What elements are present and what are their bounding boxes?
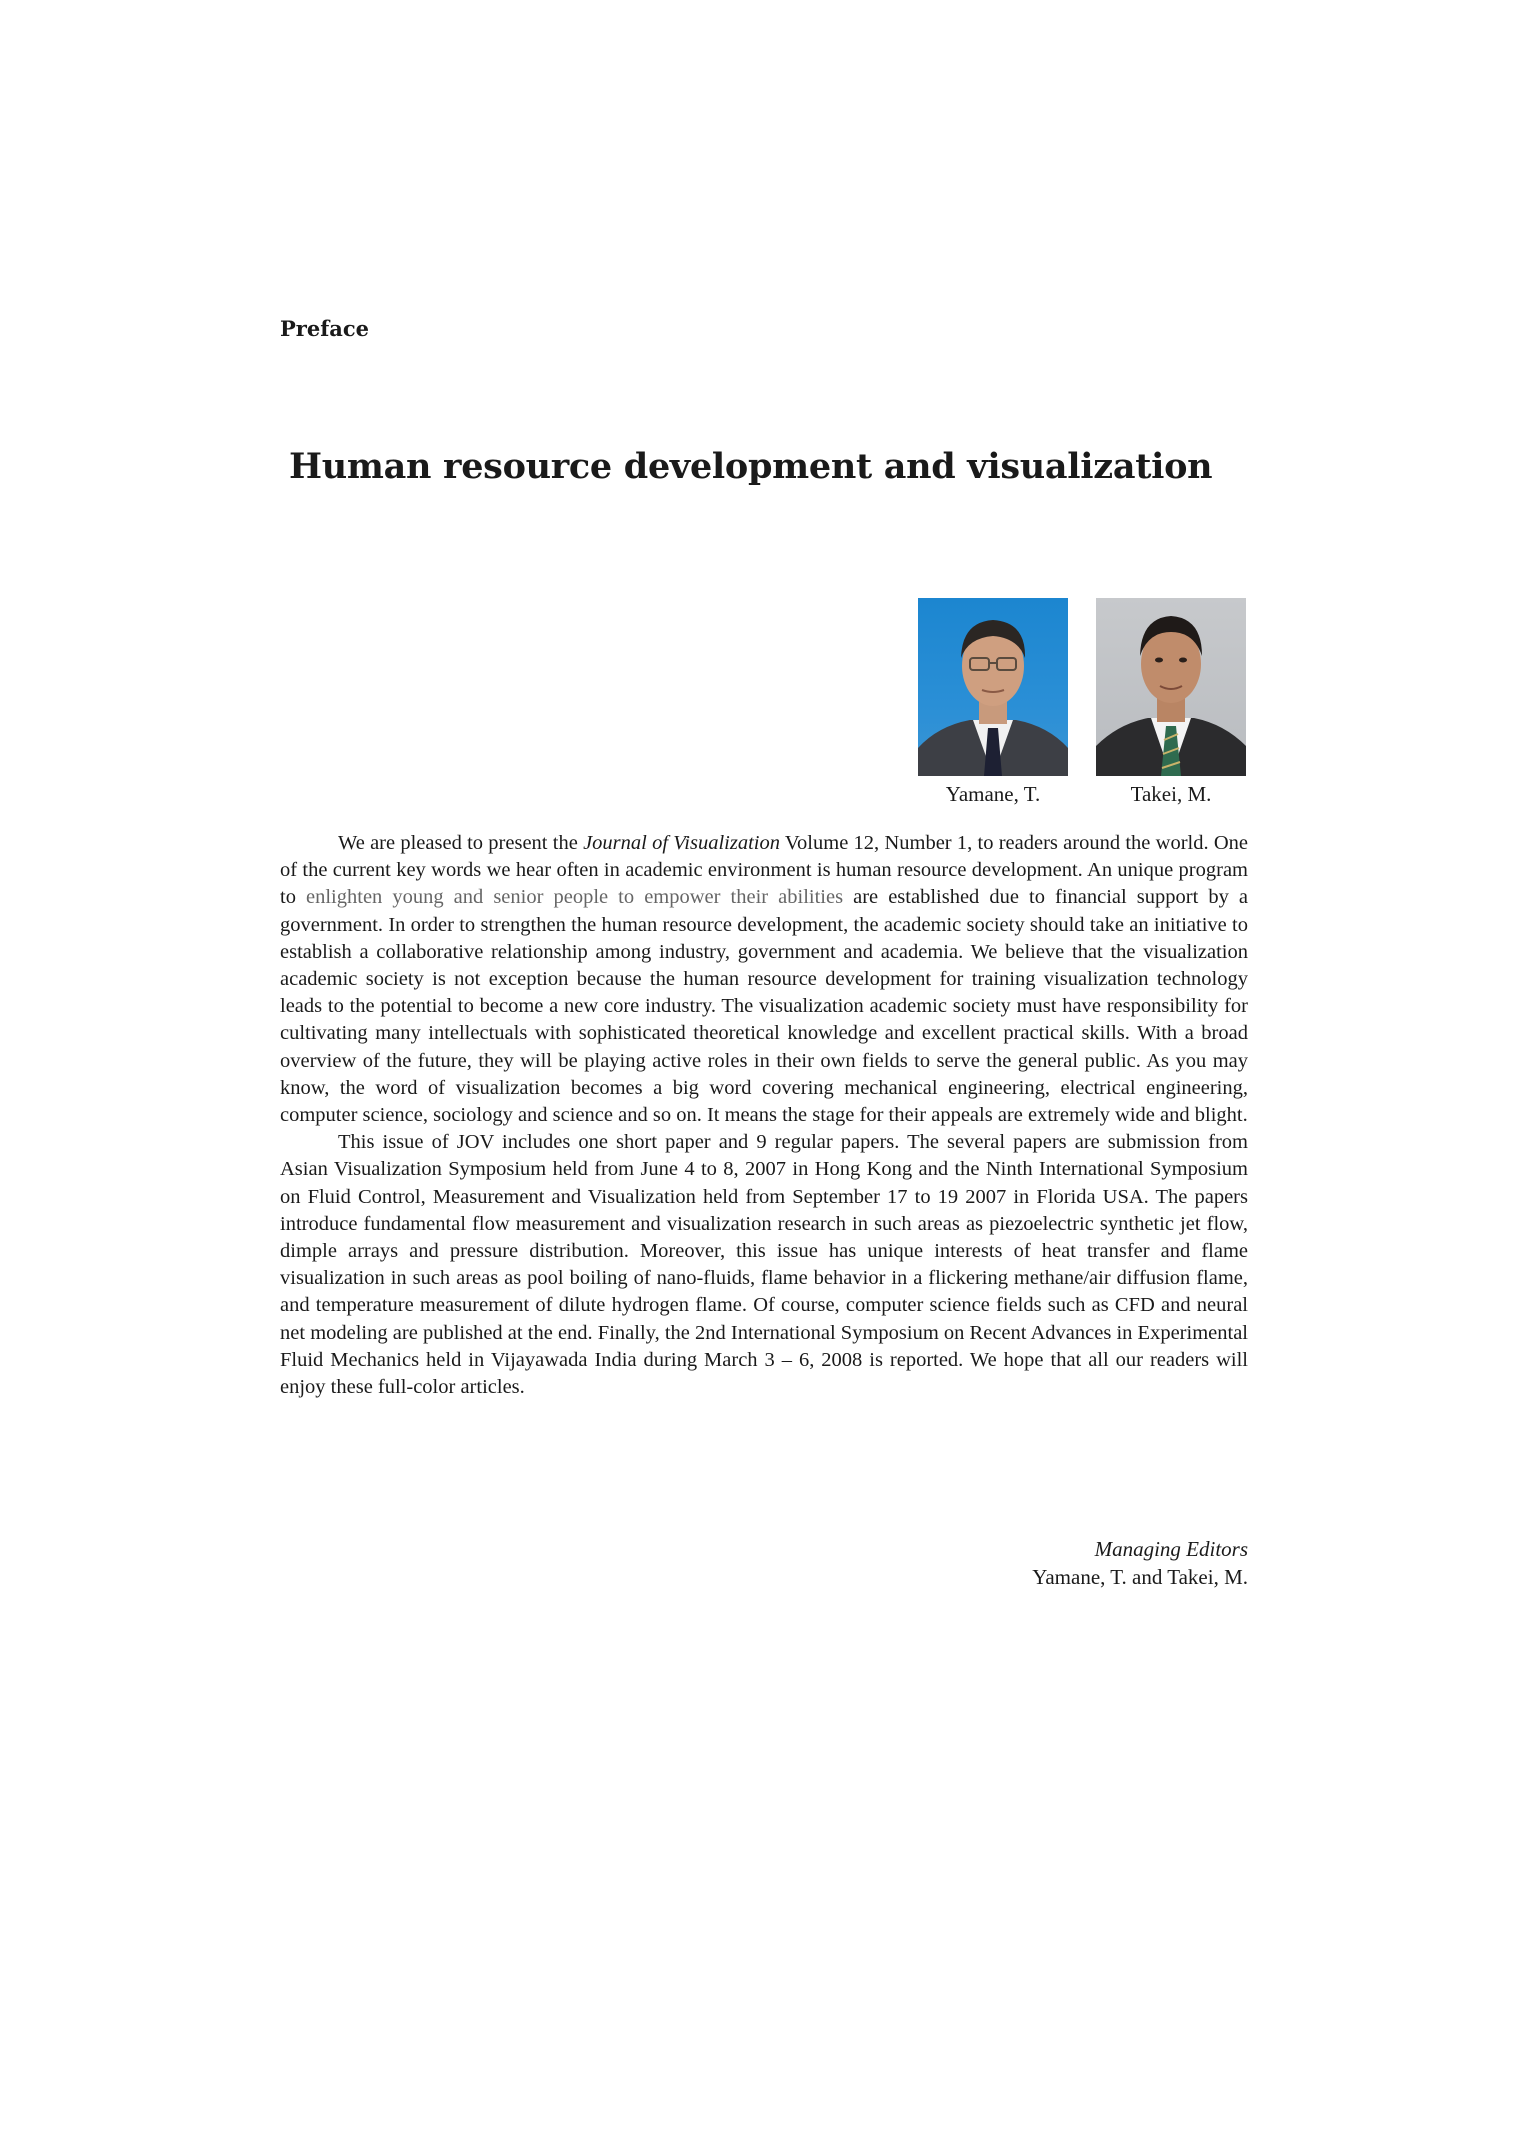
editor-caption: Yamane, T.	[945, 782, 1041, 806]
paragraph-1-text: Volume 12, Number 1, to readers around the world. One of the current key words we hear often in academic environment is human resource development. An unique program to	[280, 832, 1249, 909]
editor-portrait-takei	[1096, 598, 1246, 807]
preface-body	[280, 830, 1248, 1401]
editor-caption: Takei, M.	[1130, 782, 1212, 806]
article-title: Human resource development and visualization	[289, 446, 1213, 487]
signature-block	[1032, 1535, 1248, 1591]
signature-role: Managing Editors	[1094, 1537, 1248, 1561]
section-label: Preface	[280, 316, 370, 341]
journal-name: Journal of Visualization	[583, 832, 780, 854]
paragraph-2: This issue of JOV includes one short paper and 9 regular papers. The several papers are submission from Asian Visualization Symposium held from June 4 to 8, 2007 in Hong Kong and the Ninth International Symposium on Fluid Control, Measurement and Visualization held from September 17 to 19 2007 in Florida USA. The papers introduce fundamental flow measurement and visualization research in such areas as piezoelectric synthetic jet flow, dimple arrays and pressure distribution. Moreover, this issue has unique interests of heat transfer and flame visualization in such areas as pool boiling of nano-fluids, flame behavior in a flickering methane/air diffusion flame, and temperature measurement of dilute hydrogen flame. Of course, computer science fields such as CFD and neural net modeling are published at the end. Finally, the 2nd International Symposium on Recent Advances in Experimental Fluid Mechanics held in Vijayawada India during March 3 – 6, 2008 is reported. We hope that all our readers will enjoy these full-color articles.	[280, 1131, 1248, 1399]
signature-names: Yamane, T. and Takei, M.	[1032, 1565, 1248, 1589]
paragraph-1-intro: We are pleased to present the	[338, 832, 584, 854]
editor-photo	[1096, 598, 1246, 776]
paragraph-1-rest: are established due to financial support by a government. In order to strengthen the human resource development, the academic society should take an initiative to establish a collaborative relationship among industry, government and academia. We believe that the visualization academic society is not exception because the human resource development for training visualization technology leads to the potential to become a new core industry. The visualization academic society must have responsibility for cultivating many intellectuals with sophisticated theoretical knowledge and excellent practical skills. With a broad overview of the future, they will be playing active roles in their own fields to serve the general public. As you may know, the word of visualization becomes a big word covering mechanical engineering, electrical engineering, computer science, sociology and science and so on. It means the stage for their appeals are extremely wide and blight.	[280, 886, 1248, 1127]
editor-portrait-yamane	[918, 598, 1068, 807]
paragraph-1	[280, 830, 1248, 1129]
editor-photo	[918, 598, 1068, 776]
paragraph-1-highlight: enlighten young and senior people to empower their abilities	[306, 886, 844, 909]
